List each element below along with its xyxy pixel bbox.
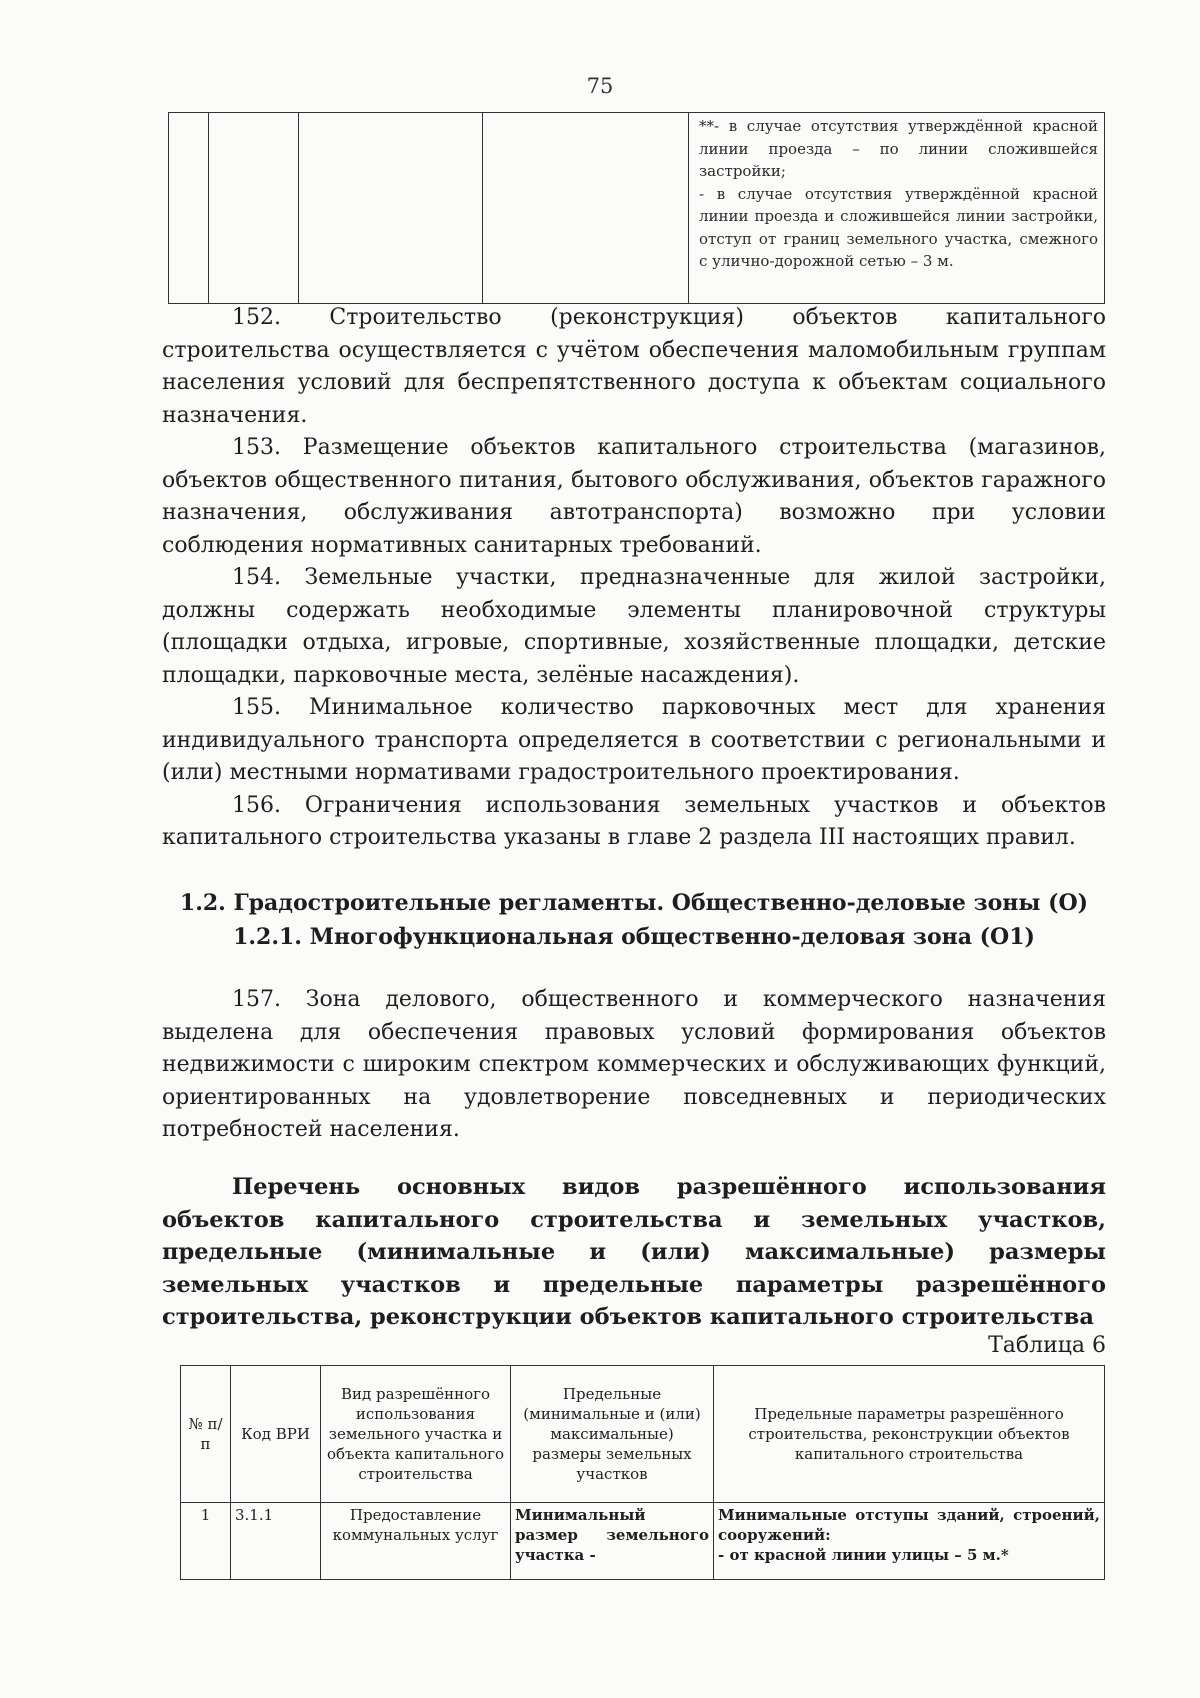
paragraph-153: 153. Размещение объектов капитального строительства (магазинов, объектов общественного питания, бытового обслуживания, объектов гаражного назначения, обслуживания автотранспорта) возможно при условии соблюдения нормативных санитарных требований.: [162, 435, 1106, 558]
paragraph-152: 152. Строительство (реконструкция) объектов капитального строительства осуществляется с учётом обеспечения маломобильным группам населения условий для беспрепятственного доступа к объектам социального назначения.: [162, 305, 1106, 428]
red-line-note: [689, 113, 1104, 273]
page-number: 75: [586, 74, 614, 98]
continuation-table: [168, 112, 1105, 304]
paragraph-154: 154. Земельные участки, предназначенные для жилой застройки, должны содержать необходимые элементы планировочной структуры (площадки отдыха, игровые, спортивные, хозяйственные площадки, детские площадки, парковочные места, зелёные насаждения).: [162, 565, 1106, 688]
table-row: [181, 1503, 1105, 1580]
header-number: № п/п: [181, 1366, 231, 1503]
header-params: Предельные параметры разрешённого строительства, реконструкции объектов капитального строительства: [714, 1366, 1105, 1503]
header-kind: Вид разрешённого использования земельного участка и объекта капитального строительства: [321, 1366, 511, 1503]
paragraph-157: 157. Зона делового, общественного и коммерческого назначения выделена для обеспечения правовых условий формирования объектов недвижимости с широким спектром коммерческих и обслуживающих функций, ориентированных на удовлетворение повседневных и периодических потребностей населения.: [162, 987, 1106, 1142]
header-code: Код ВРИ: [231, 1366, 321, 1503]
row-number: 1: [181, 1503, 231, 1580]
section-headings: [162, 886, 1106, 954]
regulations-table: [180, 1365, 1105, 1580]
paragraph-157-block: [162, 984, 1106, 1147]
params-line-1: Минимальные отступы зданий, строений, сооружений:: [718, 1506, 1100, 1544]
list-title: Перечень основных видов разрешённого использования объектов капитального строительства и земельных участков, предельные (минимальные и (или) максимальные) размеры земельных участков и предельные параметры разрешённого строительства, реконструкции объектов капитального строительства: [162, 1174, 1106, 1330]
row-size: Минимальный размер земельного участка -: [511, 1503, 714, 1580]
params-line-2: - от красной линии улицы – 5 м.*: [718, 1546, 1009, 1564]
subsection-heading: 1.2.1. Многофункциональная общественно-деловая зона (О1): [233, 924, 1035, 950]
table-header-row: [181, 1366, 1105, 1503]
continuation-cell-2: [209, 113, 299, 304]
note-line-1: **- в случае отсутствия утверждённой красной линии проезда – по линии сложившейся застройки;: [699, 117, 1098, 180]
row-kind: Предоставление коммунальных услуг: [321, 1503, 511, 1580]
continuation-cell-4: [483, 113, 689, 304]
body-paragraphs: [162, 302, 1106, 855]
row-params: [714, 1503, 1105, 1580]
continuation-cell-1: [169, 113, 209, 304]
continuation-cell-5: [689, 113, 1105, 304]
continuation-cell-3: [299, 113, 483, 304]
paragraph-155: 155. Минимальное количество парковочных мест для хранения индивидуального транспорта определяется в соответствии с региональными и (или) местными нормативами градостроительного проектирования.: [162, 695, 1106, 785]
note-line-2: - в случае отсутствия утверждённой красной линии проезда и сложившейся линии застройки, отступ от границ земельного участка, смежного с улично-дорожной сетью – 3 м.: [699, 184, 1098, 270]
section-heading: 1.2. Градостроительные регламенты. Общественно-деловые зоны (О): [179, 890, 1089, 916]
table-caption: Таблица 6: [988, 1333, 1106, 1358]
paragraph-156: 156. Ограничения использования земельных участков и объектов капитального строительства указаны в главе 2 раздела III настоящих правил.: [162, 792, 1106, 850]
header-size: Предельные (минимальные и (или) максимальные) размеры земельных участков: [511, 1366, 714, 1503]
row-code: 3.1.1: [231, 1503, 321, 1580]
